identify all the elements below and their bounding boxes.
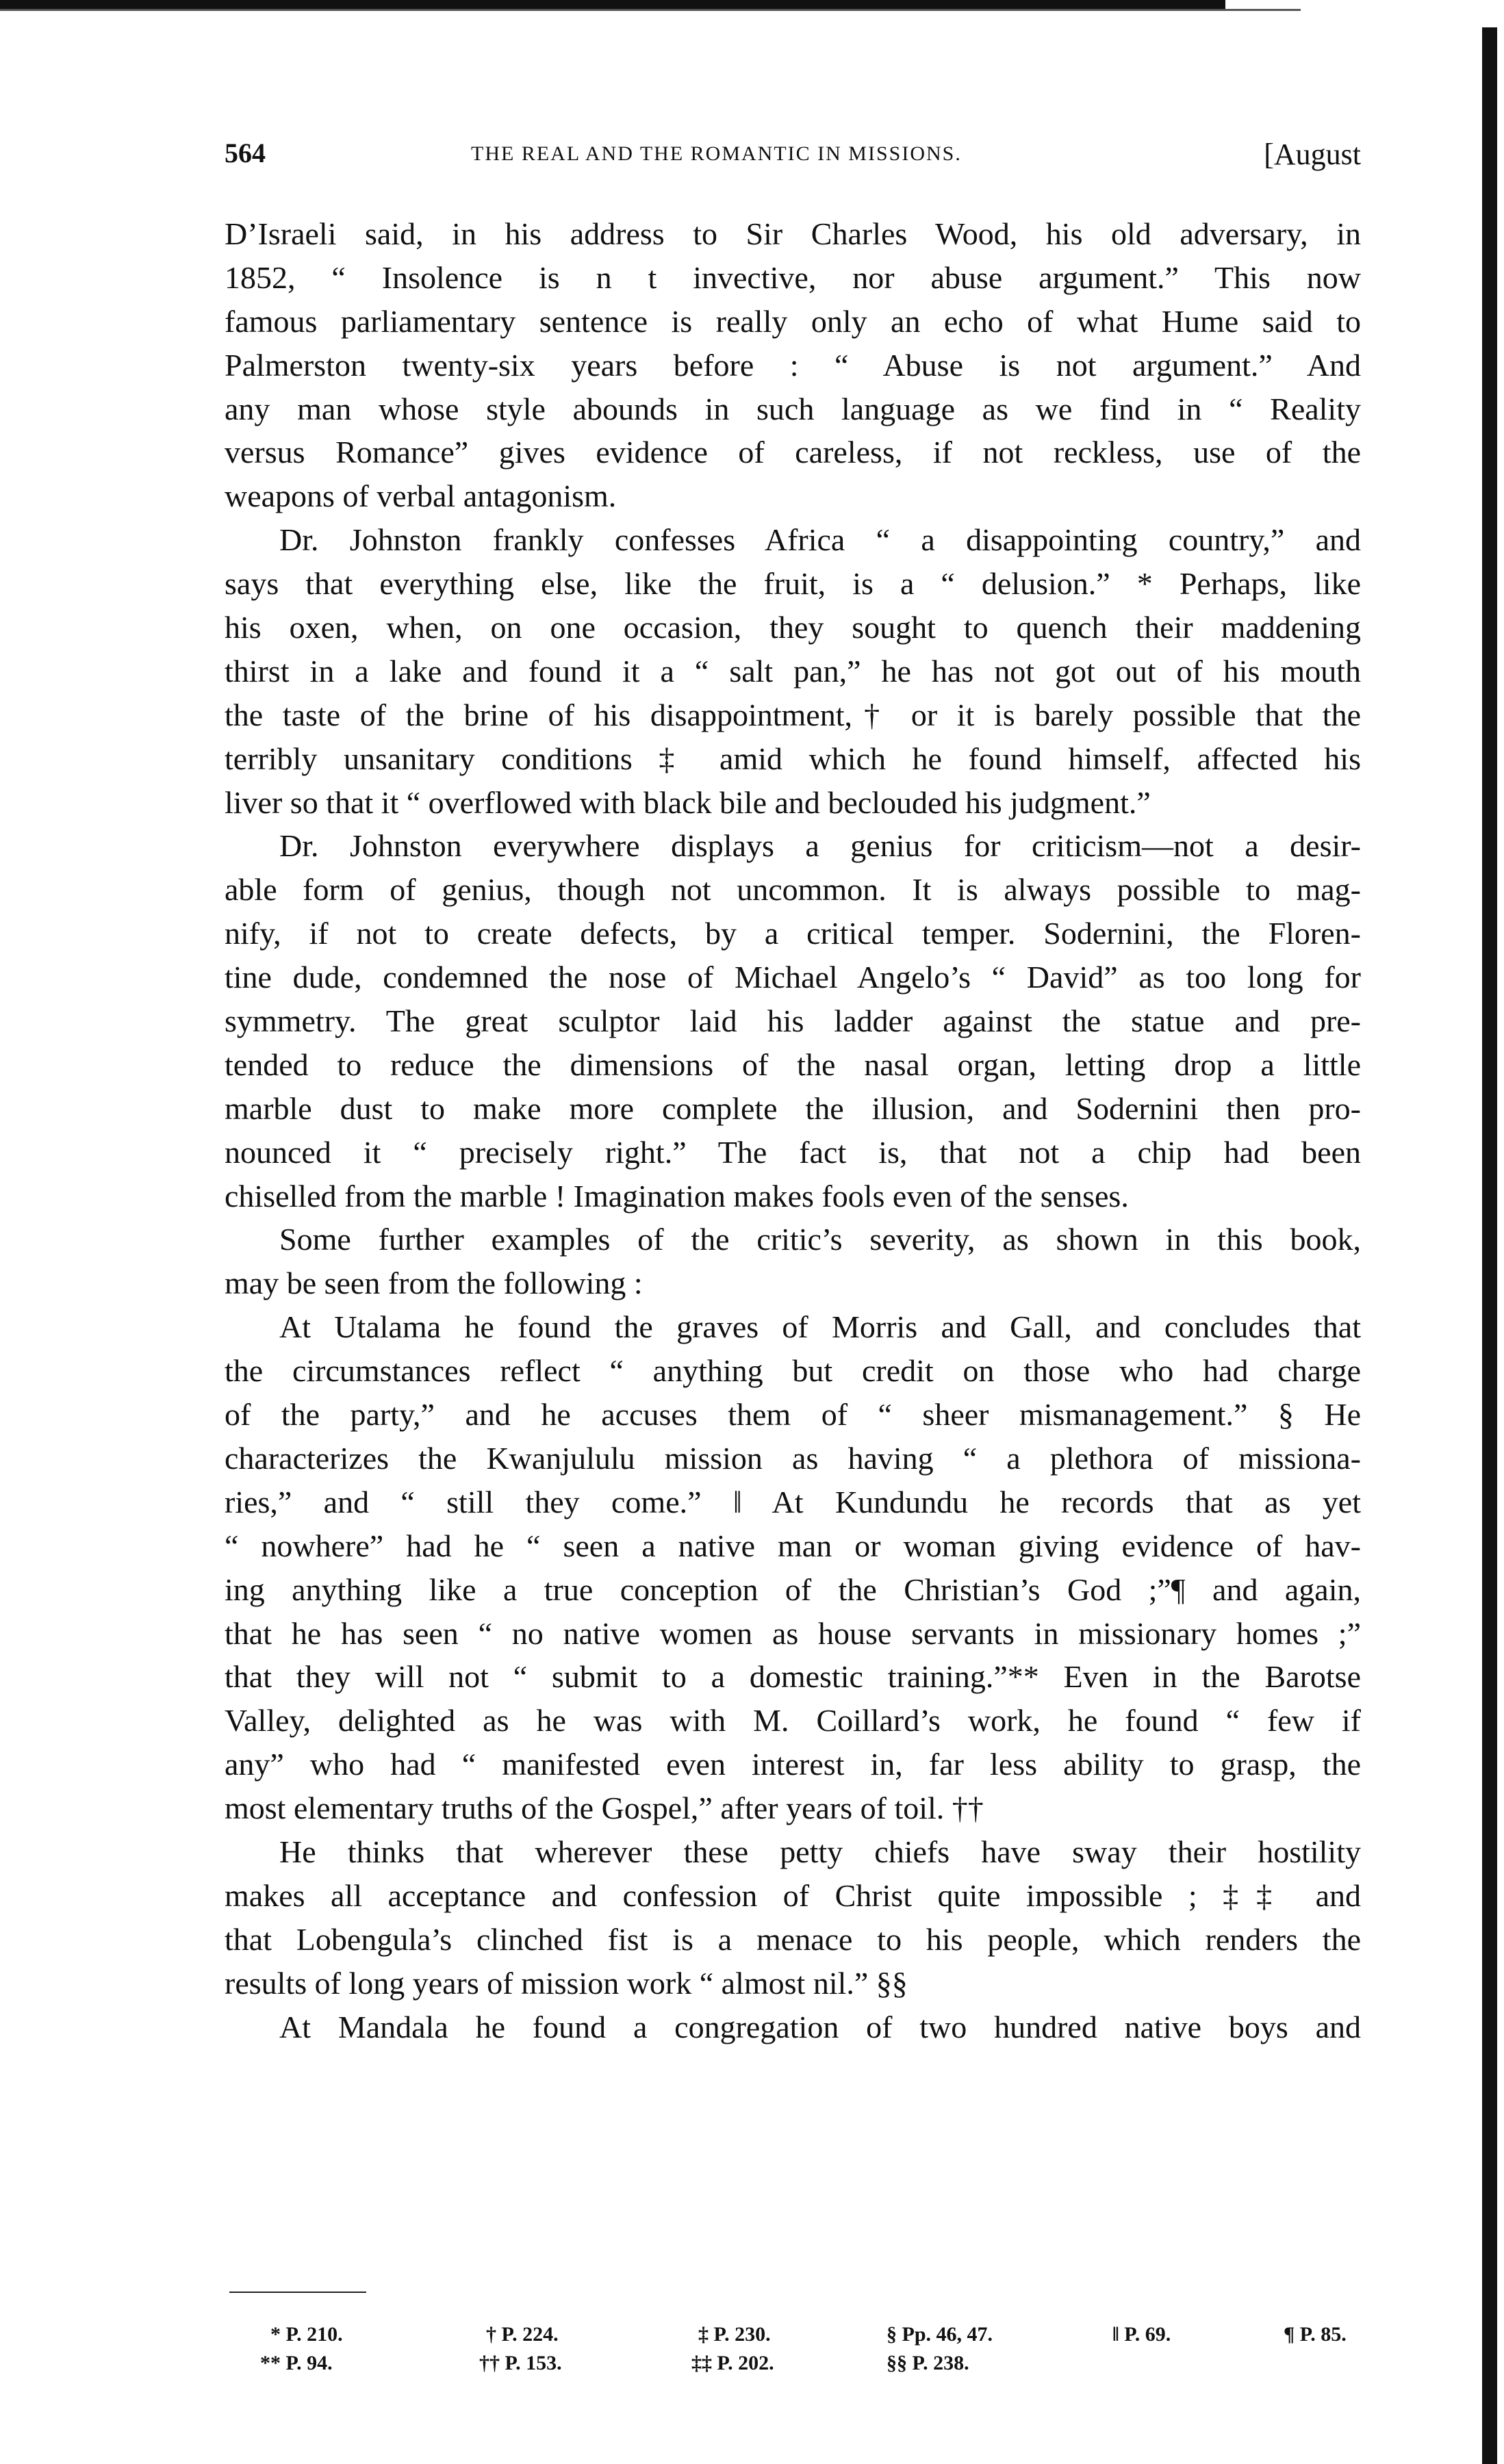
text-line: He thinks that wherever these petty chiefs have sway their hostility: [279, 1834, 1361, 1869]
text-line: able form of genius, though not uncommon. It is always possible to mag-: [225, 872, 1361, 908]
text-line: marble dust to make more complete the illusion, and Sodernini then pro-: [225, 1090, 1361, 1126]
text-line: Dr. Johnston frankly confesses Africa “ a disappointing country,” and: [279, 522, 1361, 558]
text-line: his oxen, when, on one occasion, they sought to quench their maddening: [225, 610, 1361, 645]
text-line: At Utalama he found the graves of Morris and Gall, and concludes that: [279, 1309, 1361, 1345]
footnote: * P. 210.: [270, 2323, 343, 2346]
text-line: At Mandala he found a congregation of two hundred native boys and: [279, 2009, 1361, 2044]
page-number: 564: [225, 138, 266, 168]
text-line: the circumstances reflect “ anything but credit on those who had charge: [225, 1353, 1361, 1389]
text-line: versus Romance” gives evidence of careless, if not reckless, use of the: [225, 435, 1361, 470]
text-line: ing anything like a true conception of the Christian’s God ;”¶ and again,: [225, 1571, 1361, 1607]
footnote: ** P. 94.: [260, 2352, 333, 2374]
text-line: makes all acceptance and confession of Christ quite impossible ; ‡‡ and: [225, 1877, 1361, 1913]
text-line: ries,” and “ still they come.” ‖ At Kundundu he records that as yet: [225, 1484, 1361, 1519]
text-line: that he has seen “ no native women as house servants in missionary homes ;”: [225, 1615, 1361, 1651]
text-line: terribly unsanitary conditions ‡ amid which he found himself, affected his: [225, 741, 1361, 776]
text-line: weapons of verbal antagonism.: [225, 478, 617, 514]
footnote: ‡‡ P. 202.: [691, 2352, 774, 2374]
text-line: nify, if not to create defects, by a critical temper. Sodernini, the Floren-: [225, 916, 1361, 951]
text-line: Dr. Johnston everywhere displays a genius for criticism—not a desir-: [279, 828, 1361, 864]
text-line: Palmerston twenty-six years before : “ Abuse is not argument.” And: [225, 347, 1361, 383]
text-line: characterizes the Kwanjululu mission as having “ a plethora of missiona-: [225, 1440, 1361, 1476]
text-line: tine dude, condemned the nose of Michael Angelo’s “ David” as too long for: [225, 960, 1361, 995]
footnote: ¶ P. 85.: [1284, 2323, 1347, 2346]
text-line: that Lobengula’s clinched fist is a menace to his people, which renders the: [225, 1921, 1361, 1957]
footnote: † P. 224.: [486, 2323, 559, 2346]
text-line: results of long years of mission work “ almost nil.” §§: [225, 1965, 908, 2001]
text-line: most elementary truths of the Gospel,” after years of toil. ††: [225, 1791, 984, 1826]
text-line: may be seen from the following :: [225, 1266, 643, 1301]
text-line: “ nowhere” had he “ seen a native man or woman giving evidence of hav-: [225, 1528, 1361, 1563]
text-line: liver so that it “ overflowed with black bile and beclouded his judgment.”: [225, 784, 1151, 820]
text-line: Valley, delighted as he was with M. Coillard’s work, he found “ few if: [225, 1703, 1361, 1738]
text-line: any man whose style abounds in such language as we find in “ Reality: [225, 391, 1361, 426]
text-line: tended to reduce the dimensions of the nasal organ, letting drop a little: [225, 1047, 1361, 1082]
text-line: of the party,” and he accuses them of “ sheer mismanagement.” § He: [225, 1397, 1361, 1433]
footnote: § Pp. 46, 47.: [887, 2323, 993, 2346]
running-month: [August: [1264, 138, 1361, 171]
text-line: Some further examples of the critic’s severity, as shown in this book,: [279, 1222, 1361, 1257]
text-line: symmetry. The great sculptor laid his ladder against the statue and pre-: [225, 1003, 1361, 1039]
footnote: §§ P. 238.: [887, 2352, 969, 2374]
text-line: the taste of the brine of his disappointment,† or it is barely possible that the: [225, 697, 1361, 732]
text-line: thirst in a lake and found it a “ salt pan,” he has not got out of his mouth: [225, 653, 1361, 689]
text-line: famous parliamentary sentence is really only an echo of what Hume said to: [225, 303, 1361, 339]
text-line: chiselled from the marble ! Imagination makes fools even of the senses.: [225, 1178, 1129, 1214]
text-line: 1852, “ Insolence is n t invective, nor abuse argument.” This now: [225, 259, 1361, 295]
footnote: ‖ P. 69.: [1112, 2323, 1171, 2346]
running-title: THE REAL AND THE ROMANTIC IN MISSIONS.: [471, 142, 962, 165]
footnote: ‡ P. 230.: [698, 2323, 771, 2346]
text-line: says that everything else, like the fruit, is a “ delusion.” * Perhaps, like: [225, 566, 1361, 602]
text-line: D’Israeli said, in his address to Sir Charles Wood, his old adversary, in: [225, 216, 1361, 251]
footnote: †† P. 153.: [479, 2352, 562, 2374]
text-line: any” who had “ manifested even interest in, far less ability to grasp, the: [225, 1747, 1361, 1782]
text-line: nounced it “ precisely right.” The fact is, that not a chip had been: [225, 1134, 1361, 1170]
text-line: that they will not “ submit to a domestic training.”** Even in the Barotse: [225, 1659, 1361, 1695]
